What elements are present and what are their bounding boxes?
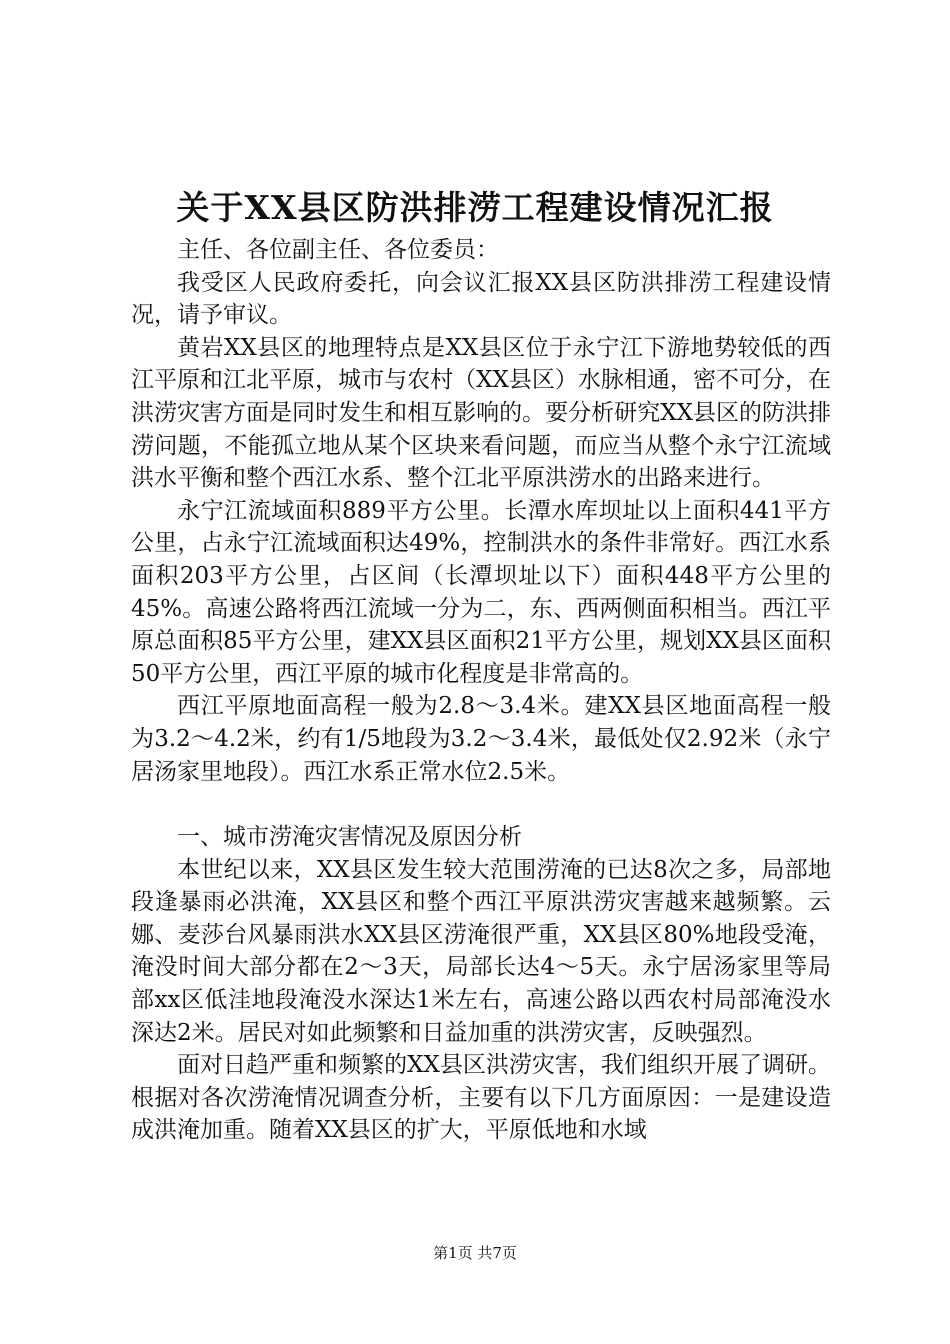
page-footer: 第1页 共7页 <box>433 1244 517 1262</box>
section-heading: 一、城市涝淹灾害情况及原因分析 <box>177 824 522 851</box>
body-paragraph: 面对日趋严重和频繁的XX县区洪涝灾害，我们组织开展了调研。根据对各次涝淹情况调查分析，主要有以下几方面原因：一是建设造成洪淹加重。随着XX县区的扩大，平原低地和水域 <box>131 1052 831 1144</box>
body-paragraph: 我受区人民政府委托，向会议汇报XX县区防洪排涝工程建设情况，请予审议。 <box>131 269 831 329</box>
body-paragraph: 本世纪以来，XX县区发生较大范围涝淹的已达8次之多，局部地段逢暴雨必洪淹，XX县区和整个西江平原洪涝灾害越来越频繁。云娜、麦莎台风暴雨洪水XX县区涝淹很严重，XX县区80%地段受淹，淹没时间大部分都在2～3天，局部长达4～5天。永宁居汤家里等局部xx区低洼地段淹没水深达1米左右，高速公路以西农村局部淹没水深达2米。居民对如此频繁和日益加重的洪涝灾害，反映强烈。 <box>131 856 831 1046</box>
document-body <box>131 234 831 1147</box>
body-paragraph: 永宁江流域面积889平方公里。长潭水库坝址以上面积441平方公里，占永宁江流域面积达49%，控制洪水的条件非常好。西江水系面积203平方公里，占区间（长潭坝址以下）面积448平方公里的45%。高速公路将西江流域一分为二，东、西两侧面积相当。西江平原总面积85平方公里，建XX县区面积21平方公里，规划XX县区面积50平方公里，西江平原的城市化程度是非常高的。 <box>131 497 831 687</box>
body-paragraph: 西江平原地面高程一般为2.8～3.4米。建XX县区地面高程一般为3.2～4.2米，约有1/5地段为3.2～3.4米，最低处仅2.92米（永宁居汤家里地段）。西江水系正常水位2.5米。 <box>131 693 831 785</box>
salutation-paragraph: 主任、各位副主任、各位委员： <box>177 237 499 263</box>
body-paragraph: 黄岩XX县区的地理特点是XX县区位于永宁江下游地势较低的西江平原和江北平原，城市与农村（XX县区）水脉相通，密不可分，在洪涝灾害方面是同时发生和相互影响的。要分析研究XX县区的防洪排涝问题，不能孤立地从某个区块来看问题，而应当从整个永宁江流域洪水平衡和整个西江水系、整个江北平原洪涝水的出路来进行。 <box>131 334 831 492</box>
document-title: 关于XX县区防洪排涝工程建设情况汇报 <box>176 188 774 227</box>
